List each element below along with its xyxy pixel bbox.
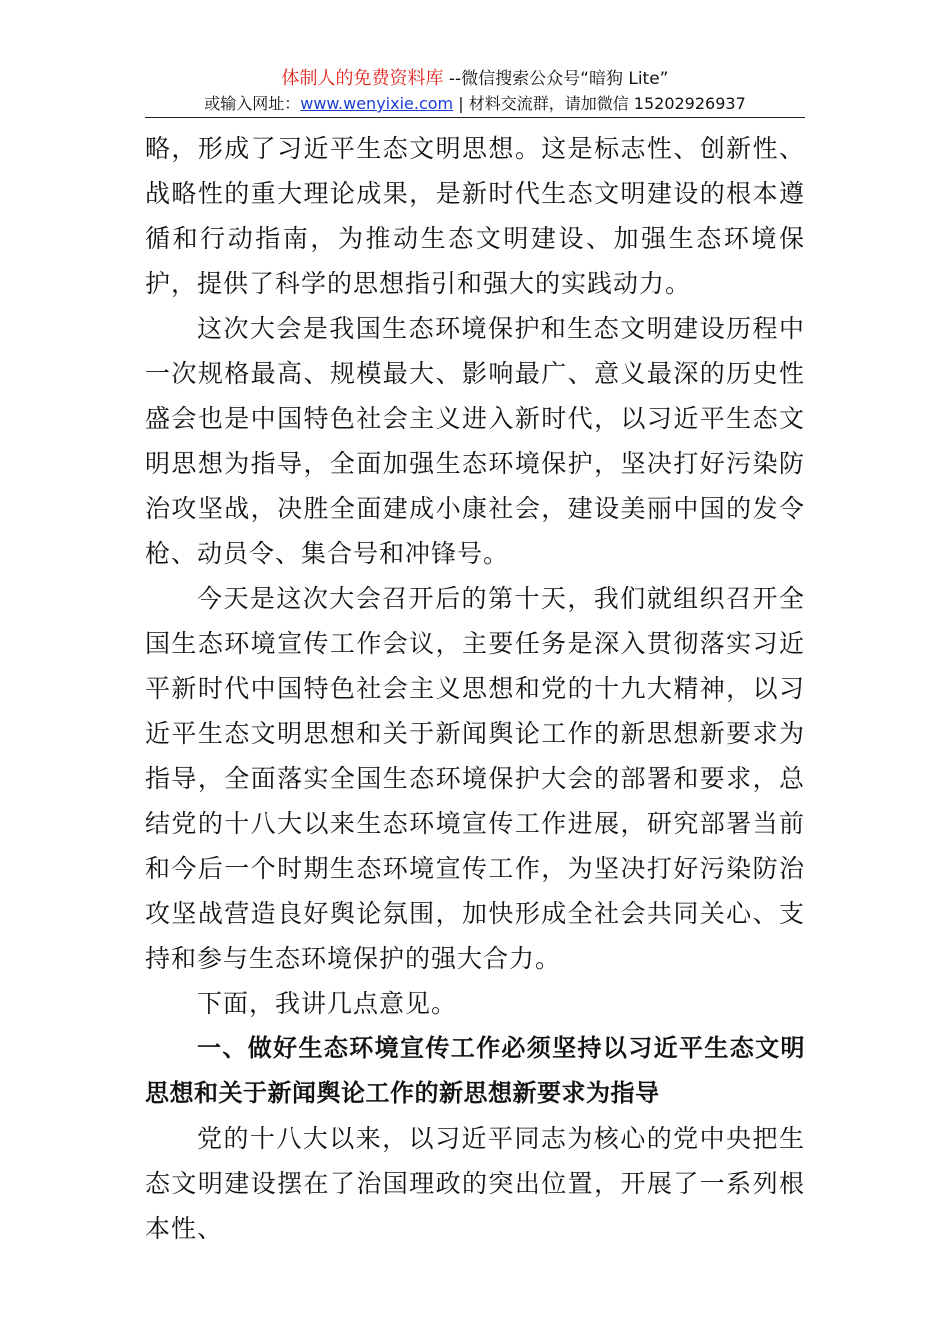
paragraph: 下面，我讲几点意见。	[197, 989, 458, 1018]
paragraph: 今天是这次大会召开后的第十天，我们就组织召开全国生态环境宣传工作会议，主要任务是深入贯彻落实习近平新时代中国特色社会主义思想和党的十九大精神，以习近平生态文明思想和关于新闻舆论工作的新思想新要求为指导，全面落实全国生态环境保护大会的部署和要求，总结党的十八大以来生态环境宣传工作进展，研究部署当前和今后一个时期生态环境宣传工作，为坚决打好污染防治攻坚战营造良好舆论氛围，加快形成全社会共同关心、支持和参与生态环境保护的强大合力。	[145, 584, 805, 973]
header-line-1	[145, 66, 805, 92]
url-prefix: 或输入网址：	[204, 94, 301, 113]
header-line-2	[145, 92, 805, 116]
header-tagline: --微信搜索公众号“暗狗 Lite”	[443, 69, 669, 89]
document-body	[145, 126, 805, 1251]
section-heading: 一、做好生态环境宣传工作必须坚持以习近平生态文明思想和关于新闻舆论工作的新思想新要求为指导	[145, 1034, 805, 1107]
paragraph: 党的十八大以来，以习近平同志为核心的党中央把生态文明建设摆在了治国理政的突出位置，开展了一系列根本性、	[145, 1124, 805, 1243]
website-link[interactable]: www.wenyixie.com	[300, 94, 454, 113]
brand-name: 体制人的免费资料库	[281, 68, 444, 89]
header-divider	[145, 117, 805, 118]
paragraph: 这次大会是我国生态环境保护和生态文明建设历程中一次规格最高、规模最大、影响最广、意义最深的历史性盛会也是中国特色社会主义进入新时代，以习近平生态文明思想为指导，全面加强生态环境保护，坚决打好污染防治攻坚战，决胜全面建成小康社会，建设美丽中国的发令枪、动员令、集合号和冲锋号。	[145, 314, 805, 568]
header-contact: | 材料交流群，请加微信 15202926937	[453, 94, 746, 113]
paragraph-continued: 略，形成了习近平生态文明思想。这是标志性、创新性、战略性的重大理论成果，是新时代生态文明建设的根本遵循和行动指南，为推动生态文明建设、加强生态环境保护，提供了科学的思想指引和强大的实践动力。	[145, 134, 805, 298]
page-header	[145, 66, 805, 116]
